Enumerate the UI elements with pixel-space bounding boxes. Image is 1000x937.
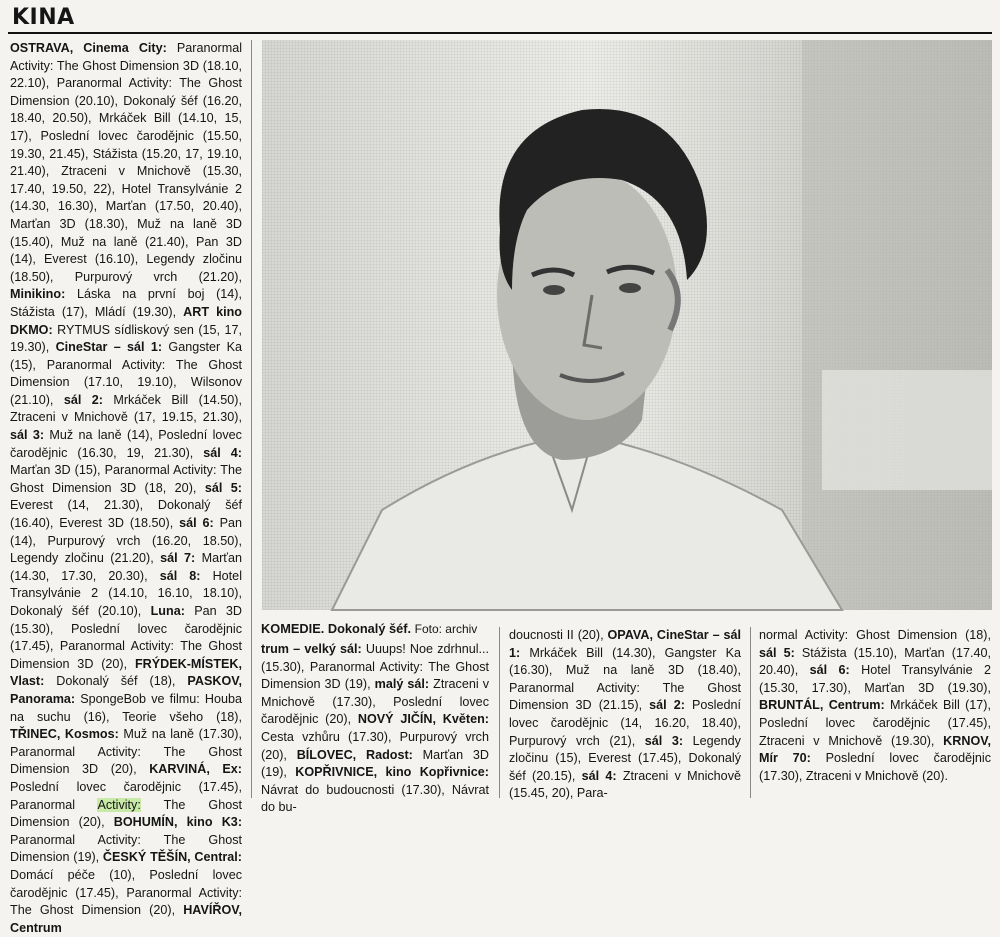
- venue-label: ČESKÝ TĚŠÍN, Central:: [102, 850, 243, 865]
- listing-text: Ztraceni v Mnichově (17.30), Poslední lovec čarodějnic (20),: [261, 677, 489, 727]
- venue-label: sál 2:: [63, 392, 103, 407]
- venue-label: Minikino:: [10, 287, 66, 302]
- listings-column-bottom-1: [261, 641, 489, 815]
- venue-label: OPAVA, CineStar – sál 1:: [509, 628, 741, 660]
- listings-column-bottom-2: [509, 627, 741, 801]
- venue-label: sál 2:: [649, 698, 685, 713]
- venue-label: trum – velký sál:: [261, 642, 362, 656]
- venue-label: FRÝDEK-MÍSTEK, Vlast:: [10, 656, 242, 689]
- listing-text: RYTMUS sídliskový sen (15, 17, 19.30),: [10, 322, 242, 355]
- column-divider: [750, 627, 751, 798]
- venue-label: sál 3:: [644, 733, 684, 748]
- listing-text: Hotel Transylvánie 2 (14.10, 16.10, 18.10), Dokonalý šéf (20.10),: [10, 568, 242, 618]
- venue-label: KARVINÁ, Ex:: [149, 762, 242, 777]
- listing-text: Pan 3D (15.30), Poslední lovec čarodějnic (17.45), Paranormal Activity: The Ghost Dimension 3D (20),: [10, 604, 242, 671]
- listing-text: Paranormal Activity: The Ghost Dimension (19),: [10, 832, 242, 865]
- venue-label: sál 5:: [759, 645, 795, 660]
- listing-text: Paranormal Activity: The Ghost Dimension 3D (18.10, 22.10), Paranormal Activity: The Ghost Dimension (20.10), Dokonalý šéf (16.20, 18.40, 20.50), Mrkáček Bill (14.10, 15, 17), Poslední lovec čarodějnic (15.50, 19.30, 21.45), Stážista (15.20, 17, 19.10, 21.40), Ztraceni v Mnichově (15.30, 17.40, 19.50, 22), Hotel Transylvánie 2 (14.30, 16.30), Marťan (17.50, 20.40), Marťan 3D (18.30), Muž na laně 3D (15.40), Muž na laně (21.40), Pan 3D (14), Everest (16.10), Legendy zločinu (18.50), Purpurový vrch (21.20),: [10, 41, 242, 284]
- venue-label: sál 7:: [160, 551, 196, 566]
- column-divider: [499, 627, 500, 798]
- listings-column-left: [10, 40, 243, 935]
- listing-text: Láska na první boj (14), Stážista (17), Mládí (19.30),: [10, 287, 242, 319]
- listing-text: Poslední lovec čarodějnic (17.30), Ztraceni v Mnichově (20).: [759, 751, 992, 783]
- listing-text: Návrat do budoucnosti (17.30), Návrat do bu-: [261, 782, 489, 815]
- venue-label: HAVÍŘOV, Centrum: [10, 903, 242, 935]
- listing-text: doucnosti II (20),: [509, 628, 608, 642]
- page-title: KINA: [12, 5, 75, 30]
- venue-label: BOHUMÍN, kino K3:: [113, 815, 243, 830]
- page-header: [8, 2, 992, 36]
- venue-label: sál 4:: [203, 445, 242, 460]
- listing-text: Marťan (14.30, 17.30, 20.30),: [10, 551, 242, 583]
- listing-text: Marťan 3D (15), Paranormal Activity: The Ghost Dimension 3D (18, 20),: [10, 463, 242, 495]
- actor-photo: [262, 40, 992, 610]
- listing-text: SpongeBob ve filmu: Houba na suchu (16), Teorie všeho (18),: [10, 691, 242, 724]
- venue-label: KRNOV, Mír 70:: [759, 733, 991, 766]
- listing-text: Uuups! Noe zdrhnul... (15.30), Paranormal Activity: The Ghost Dimension 3D (19),: [261, 642, 489, 692]
- venue-label: sál 8:: [159, 568, 201, 583]
- venue-label: BRUNTÁL, Centrum:: [759, 698, 885, 713]
- listing-text: Ztraceni v Mnichově (15.45, 20), Para-: [509, 768, 741, 801]
- listing-text: Poslední lovec čarodějnic (14, 16.20, 18.40), Purpurový vrch (21),: [509, 698, 741, 748]
- listing-text: Legendy zločinu (15), Everest (17.45), Dokonalý šéf (20.15),: [509, 733, 741, 783]
- listing-text: Muž na laně (17.30), Paranormal Activity: The Ghost Dimension 3D (20),: [10, 727, 242, 777]
- venue-label: BÍLOVEC, Radost:: [296, 747, 413, 762]
- venue-label: Luna:: [150, 604, 185, 618]
- caption-title: KOMEDIE. Dokonalý šéf.: [261, 621, 412, 636]
- listing-text: Mrkáček Bill (14.30), Gangster Ka (16.30), Muž na laně 3D (18.40), Paranormal Activity: The Ghost Dimension 3D (21.15),: [509, 645, 741, 713]
- listing-text: Domácí péče (10), Poslední lovec čarodějnic (17.45), Paranormal Activity: The Ghost Dimension (20),: [10, 867, 242, 918]
- listings-column-bottom-3: [759, 627, 991, 798]
- listing-text: Marťan 3D (19),: [261, 747, 489, 780]
- venue-label: CineStar – sál 1:: [55, 340, 163, 355]
- venue-label: sál 6:: [179, 516, 214, 531]
- listing-text: Poslední lovec čarodějnic (17.45), Paranormal: [10, 779, 242, 812]
- venue-label: sál 5:: [204, 480, 242, 495]
- highlighted-text: Activity:: [97, 797, 141, 812]
- listing-text: Mrkáček Bill (14.50), Ztraceni v Mnichově (17, 19.15, 21.30),: [10, 392, 242, 425]
- listing-text: Hotel Transylvánie 2 (15.30, 17.30), Marťan 3D (19.30),: [759, 663, 991, 695]
- listing-text: Gangster Ka (15), Paranormal Activity: The Ghost Dimension (17.10, 19.10), Wilsonov (21.10),: [10, 340, 242, 407]
- venue-label: ART kino DKMO:: [10, 304, 242, 337]
- column-divider: [251, 40, 252, 798]
- portrait-illustration: [262, 40, 992, 610]
- caption-credit: Foto: archiv: [414, 622, 478, 636]
- listing-text: The Ghost Dimension (20),: [10, 797, 242, 830]
- venue-label: PASKOV, Panorama:: [10, 674, 242, 706]
- venue-label: OSTRAVA, Cinema City:: [10, 41, 167, 55]
- listing-text: Everest (14, 21.30), Dokonalý šéf (16.40), Everest 3D (18.50),: [10, 498, 242, 531]
- listing-text: Dokonalý šéf (18),: [44, 674, 188, 689]
- listing-text: Cesta vzhůru (17.30), Purpurový vrch (20),: [261, 729, 489, 762]
- venue-label: sál 3:: [10, 428, 45, 443]
- venue-label: sál 6:: [809, 663, 850, 678]
- listing-text: Pan (14), Purpurový vrch (16.20, 18.50), Legendy zločinu (21.20),: [10, 516, 242, 566]
- venue-label: NOVÝ JIČÍN, Květen:: [357, 712, 489, 727]
- listing-text: normal Activity: Ghost Dimension (18),: [759, 628, 991, 642]
- header-rule: [8, 32, 992, 34]
- venue-label: KOPŘIVNICE, kino Kopřivnice:: [295, 765, 489, 780]
- photo-caption: [261, 620, 501, 638]
- listing-text: Stážista (15.10), Marťan (17.40, 20.40),: [759, 645, 991, 678]
- venue-label: sál 4:: [581, 768, 617, 783]
- listing-text: Muž na laně (14), Poslední lovec čarodějnic (16.30, 19, 21.30),: [10, 428, 242, 460]
- venue-label: TŘINEC, Kosmos:: [10, 727, 119, 742]
- listing-text: Mrkáček Bill (17), Poslední lovec čarodějnic (17.45), Ztraceni v Mnichově (19.30),: [759, 698, 991, 748]
- venue-label: malý sál:: [374, 677, 430, 692]
